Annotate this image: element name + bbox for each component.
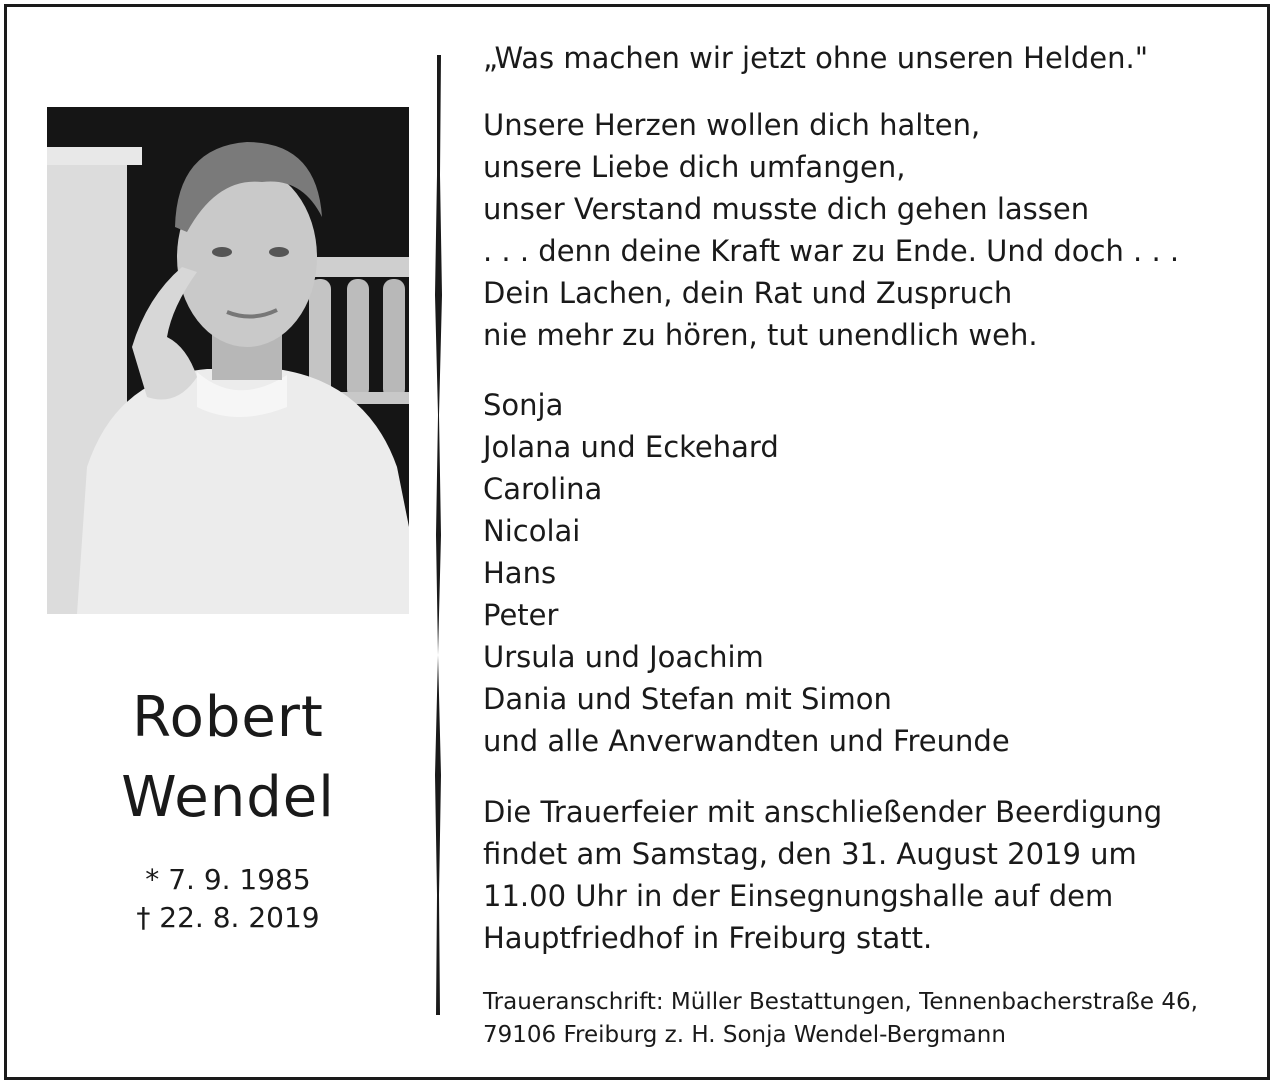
portrait-photo xyxy=(47,107,409,614)
mourner-name: Hans xyxy=(483,556,557,590)
ceremony-line: findet am Samstag, den 31. August 2019 um xyxy=(483,837,1137,871)
address-line: 79106 Freiburg z. H. Sonja Wendel-Bergmann xyxy=(483,1022,1006,1048)
mourner-name: Jolana und Eckehard xyxy=(483,430,779,464)
vertical-divider xyxy=(425,55,455,1015)
mourners-list xyxy=(483,384,1010,762)
poem-line: nie mehr zu hören, tut unendlich weh. xyxy=(483,318,1038,352)
poem-line: Unsere Herzen wollen dich halten, xyxy=(483,108,981,142)
poem-line: unser Verstand musste dich gehen lassen xyxy=(483,192,1090,226)
birth-date: * 7. 9. 1985 xyxy=(145,863,311,896)
deceased-last-name: Wendel xyxy=(121,765,335,830)
mourning-address xyxy=(483,986,1198,1052)
poem xyxy=(483,104,1179,356)
ceremony-line: Hauptfriedhof in Freiburg statt. xyxy=(483,921,933,955)
mourner-name: und alle Anverwandten und Freunde xyxy=(483,724,1010,758)
mourner-name: Nicolai xyxy=(483,514,581,548)
ceremony-line: Die Trauerfeier mit anschließender Beerdigung xyxy=(483,795,1163,829)
mourner-name: Ursula und Joachim xyxy=(483,640,764,674)
mourner-name: Dania und Stefan mit Simon xyxy=(483,682,892,716)
mourner-name: Carolina xyxy=(483,472,603,506)
deceased-first-name: Robert xyxy=(132,685,324,750)
mourner-name: Sonja xyxy=(483,388,564,422)
poem-line: unsere Liebe dich umfangen, xyxy=(483,150,906,184)
poem-line: . . . denn deine Kraft war zu Ende. Und doch . . . xyxy=(483,234,1180,268)
address-line: Traueranschrift: Müller Bestattungen, Tennenbacherstraße 46, xyxy=(483,989,1198,1015)
poem-line: Dein Lachen, dein Rat und Zuspruch xyxy=(483,276,1013,310)
quote: „Was machen wir jetzt ohne unseren Helden." xyxy=(483,41,1149,75)
mourner-name: Peter xyxy=(483,598,559,632)
death-date: † 22. 8. 2019 xyxy=(136,901,320,934)
ceremony-notice xyxy=(483,791,1162,959)
ceremony-line: 11.00 Uhr in der Einsegnungshalle auf dem xyxy=(483,879,1114,913)
